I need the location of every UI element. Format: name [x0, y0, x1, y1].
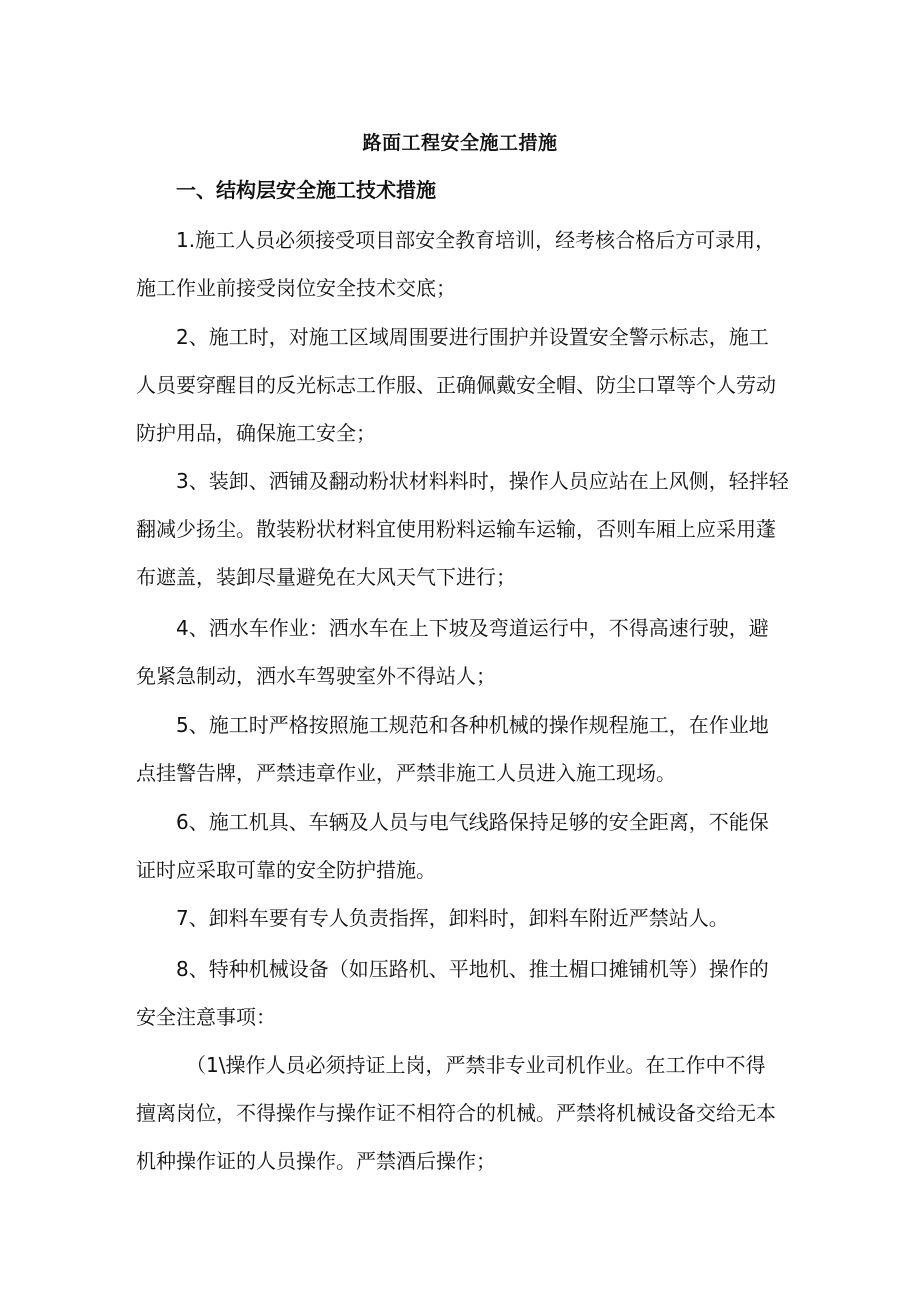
- paragraph-line: 免紧急制动，洒水车驾驶室外不得站人；: [136, 664, 496, 688]
- paragraph-line: 布遮盖，装卸尽量避免在大风天气下进行；: [136, 565, 516, 589]
- paragraph-2: [136, 313, 786, 457]
- paragraph-4: [136, 604, 786, 700]
- section-heading: 一、结构层安全施工技术措施: [176, 178, 436, 202]
- paragraph-1: [136, 216, 786, 312]
- paragraph-6: [136, 798, 786, 894]
- paragraph-3: [136, 457, 789, 601]
- paragraph-line: 4、洒水车作业：洒水车在上下坡及弯道运行中，不得高速行驶，避: [176, 616, 769, 640]
- paragraph-8: [136, 945, 786, 1041]
- paragraph-line: 2、施工时，对施工区域周围要进行围护并设置安全警示标志，施工: [176, 325, 769, 349]
- paragraph-line: 6、施工机具、车辆及人员与电气线路保持足够的安全距离，不能保: [176, 810, 769, 834]
- paragraph-5: [136, 701, 786, 797]
- paragraph-line: 人员要穿醒目的反光标志工作服、正确佩戴安全帽、防尘口罩等个人劳动: [136, 373, 776, 397]
- document-title: 路面工程安全施工措施: [362, 132, 558, 154]
- paragraph-line: 3、装卸、洒铺及翻动粉状材料料时，操作人员应站在上风侧，轻拌轻: [176, 469, 789, 493]
- paragraph-line: 8、特种机械设备（如压路机、平地机、推土楣口摊铺机等）操作的: [176, 957, 769, 981]
- paragraph-line: 擅离岗位，不得操作与操作证不相符合的机械。严禁将机械设备交给无本: [136, 1101, 776, 1125]
- paragraph-line: 1.施工人员必须接受项目部安全教育培训，经考核合格后方可录用，: [176, 228, 776, 252]
- paragraph-7: [136, 894, 786, 942]
- paragraph-line: 安全注意事项：: [136, 1005, 276, 1029]
- paragraph-line: 7、卸料车要有专人负责指挥，卸料时，卸料车附近严禁站人。: [176, 906, 729, 930]
- paragraph-line: 防护用品，确保施工安全；: [136, 421, 376, 445]
- paragraph-line: （1\操作人员必须持证上岗，严禁非专业司机作业。在工作中不得: [186, 1053, 766, 1077]
- paragraph-line: 5、施工时严格按照施工规范和各种机械的操作规程施工，在作业地: [176, 713, 769, 737]
- paragraph-9: [136, 1041, 786, 1185]
- paragraph-line: 翻减少扬尘。散装粉状材料宜使用粉料运输车运输，否则车厢上应采用蓬: [136, 517, 776, 541]
- paragraph-line: 证时应采取可靠的安全防护措施。: [136, 858, 436, 882]
- paragraph-line: 机种操作证的人员操作。严禁酒后操作；: [136, 1149, 496, 1173]
- paragraph-line: 点挂警告牌，严禁违章作业，严禁非施工人员进入施工现场。: [136, 761, 676, 785]
- paragraph-line: 施工作业前接受岗位安全技术交底；: [136, 276, 456, 300]
